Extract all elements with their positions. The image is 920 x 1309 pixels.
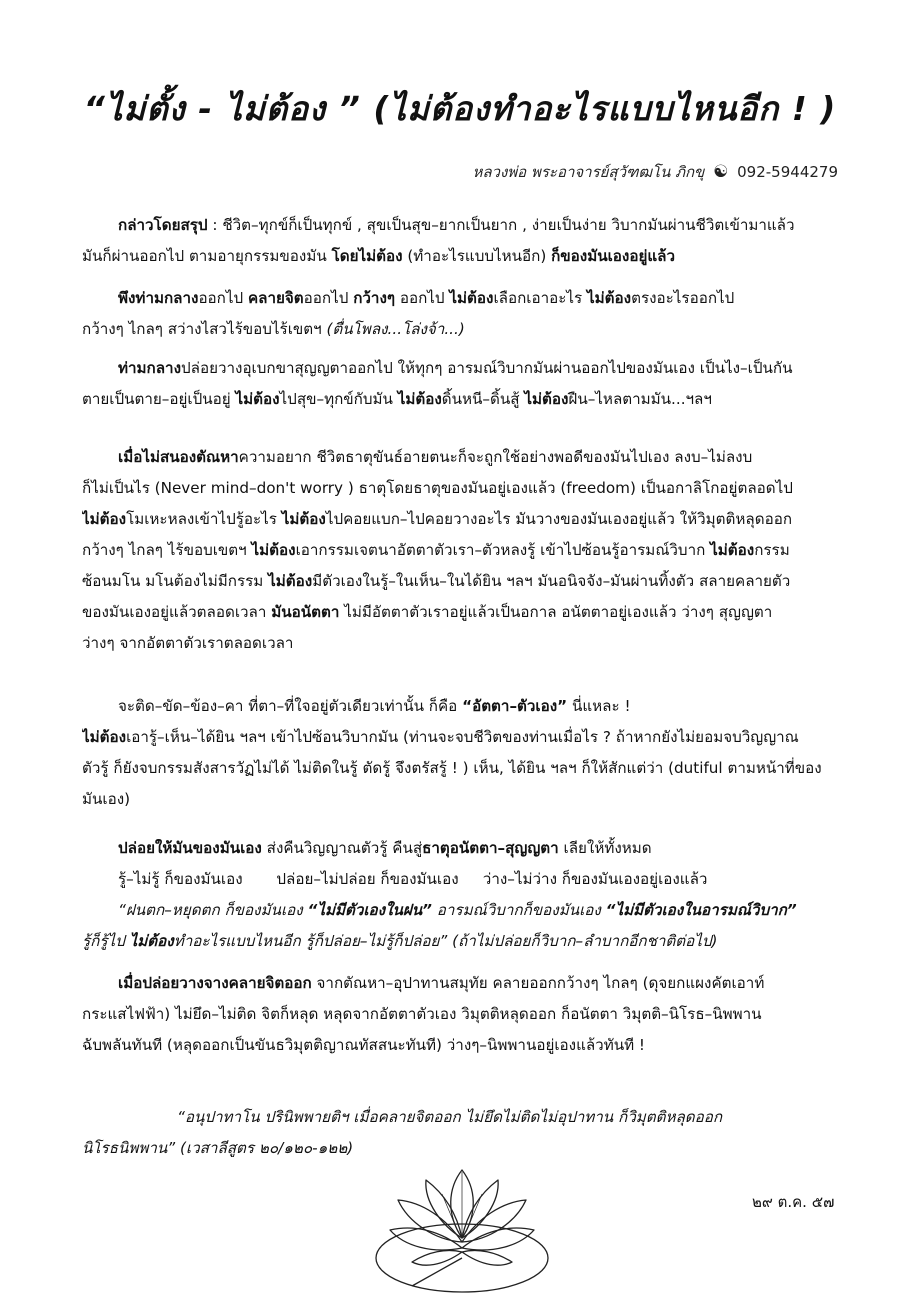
text-line [82,691,842,722]
text-run: ของมันเองอยู่แล้วตลอดเวลา [82,603,272,621]
paragraph-summary [82,210,842,272]
text-run: ว่างๆ จากอัตตาตัวเราตลอดเวลา [82,634,294,652]
text-run: ไปสุข–ทุกข์กับมัน [279,390,398,408]
text-line [82,968,842,999]
lotus-icon [372,1158,552,1298]
text-line [82,1030,842,1061]
text-run: กว้างๆ ไกลๆ ไร้ขอบเขตฯ [82,541,252,559]
emphasis: ท่ามกลาง [118,359,181,377]
emphasis: ไม่ต้อง [710,541,755,559]
petal-left-mid [398,1200,462,1242]
text-line [82,210,842,241]
text-run: นี่แหละ ! [567,697,631,715]
bold-italic-text: ไม่ต้อง [129,932,174,950]
emphasis: ไม่ต้อง [82,510,127,528]
text-line [82,926,842,957]
text-run: ปล่อยวางอุเบกขาสุญญตาออกไป ให้ทุกๆ อารมณ์วิบากมันผ่านออกไปของมันเอง เป็นไง–เป็นกัน [181,359,793,377]
text-run: (ทำอะไรแบบไหนอีก) [402,247,552,265]
petal-right-mid [462,1200,526,1242]
paragraph-release [82,968,842,1061]
text-run: ส่งคืนวิญญาณตัวรู้ คืนสู่ [261,839,423,857]
text-line [82,597,842,628]
bold-italic-text: “ไม่มีตัวเองในอารมณ์วิบาก” [605,901,797,919]
document-date: ๒๙ ต.ค. ๕๗ [752,1193,835,1211]
text-run: มีตัวเองในรู้–ในเห็น–ในได้ยิน ฯลฯ มันอนิจจัง–มันผ่านทิ้งตัว สลายคลายตัว [312,572,791,590]
text-run: ไม่มีอัตตาตัวเราอยู่แล้วเป็นอกาล อนัตตาอยู่เองแล้ว ว่างๆ สุญญตา [339,603,773,621]
text-run: จะติด–ขัด–ข้อง–คา ที่ตา–ที่ใจอยู่ตัวเดียวเท่านั้น ก็คือ [118,697,463,715]
author-name: หลวงพ่อ พระอาจารย์สุวัฑฒโน ภิกขุ [472,163,705,181]
paragraph-middle-way [82,283,842,345]
text-run: เลือกเอาอะไร [493,289,588,307]
text-run: ฝืน–ไหลตามมัน...ฯลฯ [568,390,712,408]
emphasis: กล่าวโดยสรุป [118,216,208,234]
text-run: ซ้อนมโน มโนต้องไม่มีกรรม [82,572,269,590]
author-phone: 092-5944279 [737,163,838,181]
text-run: ความอยาก ชีวิตธาตุขันธ์อายตนะก็จะถูกใช้อย่างพอดีของมันไปเอง ลงบ–ไม่ลงบ [238,448,753,466]
emphasis: ไม่ต้อง [82,728,127,746]
italic-text: “ฝนตก–หยุดตก ก็ของมันเอง [118,901,308,919]
lily-pad-notch [412,1258,462,1286]
emphasis: ไม่ต้อง [235,390,280,408]
text-line [82,473,842,504]
text-run: กระแสไฟฟ้า) ไม่ยึด–ไม่ติด จิตก็หลุด หลุดจากอัตตาตัวเอง วิมุตติหลุดออก ก็อนัตตา วิมุตติ–นิโรธ–นิพพาน [82,1005,762,1023]
text-run: เลียให้ทั้งหมด [558,839,652,857]
emphasis: ไม่ต้อง [397,390,442,408]
document-title: “ไม่ตั้ง - ไม่ต้อง ” (ไม่ต้องทำอะไรแบบไหนอีก ! ) [83,89,837,128]
emphasis: ไม่ต้อง [281,510,326,528]
text-run: จากตัณหา–อุปาทานสมุทัย คลายออกกว้างๆ ไกลๆ (ดุจยกแผงคัตเอาท์ [311,974,765,992]
italic-text: (ตื่นโพลง...โล่งจ้า...) [326,320,465,338]
text-line [82,353,842,384]
text-line [82,784,842,815]
emphasis: กว้างๆ [353,289,396,307]
text-line [82,1102,842,1133]
text-run: ออกไป [198,289,248,307]
text-run: : ชีวิต–ทุกข์ก็เป็นทุกข์ , สุขเป็นสุข–ยากเป็นยาก , ง่ายเป็นง่าย วิบากมันผ่านชีวิตเข้ามาแล้ว [207,216,795,234]
italic-text: ทำอะไรแบบไหนอีก รู้ก็ปล่อย–ไม่รู้ก็ปล่อย” (ถ้าไม่ปล่อยก็วิบาก–ลำบากอีกชาติต่อไป) [173,932,718,950]
text-run: ก็ไม่เป็นไร (Never mind–don't worry ) ธาตุโดยธาตุของมันอยู่เองแล้ว (freedom) เป็นอกาลิโกอยู่ตลอดไป [82,479,793,497]
paragraph-let-go [82,833,842,957]
text-line [82,535,842,566]
text-run: มันเอง) [82,790,131,808]
italic-text: “อนุปาทาโน ปรินิพพายติฯ เมื่อคลายจิตออก ไม่ยึดไม่ติดไม่อุปาทาน ก็วิมุตติหลุดออก [177,1108,723,1126]
emphasis: ไม่ต้อง [449,289,494,307]
emphasis: ก็ของมันเองอยู่แล้ว [551,247,675,265]
emphasis: โดยไม่ต้อง [331,247,403,265]
text-run: ดิ้นหนี–ดิ้นสู้ [441,390,525,408]
emphasis: คลายจิต [247,289,304,307]
text-run: ตายเป็นตาย–อยู่เป็นอยู่ [82,390,236,408]
petal-right-bottom [462,1250,512,1265]
emphasis: มันอนัตตา [271,603,340,621]
italic-text: รู้ก็รู้ไป [82,932,130,950]
emphasis: ไม่ต้อง [251,541,296,559]
text-line [82,753,842,784]
petal-left-outer [390,1228,462,1250]
text-run: เอารู้–เห็น–ได้ยิน ฯลฯ เข้าไปซ้อนวิบากมัน (ท่านจะจบชีวิตของท่านเมื่อไร ? ถ้าหากยังไม่ยอมจบวิญญาณ [126,728,799,746]
emphasis: ปล่อยให้มันของมันเอง [118,839,262,857]
emphasis: ธาตุอนัตตา–สุญญตา [422,839,559,857]
emphasis: “อัตตา–ตัวเอง” [462,697,568,715]
text-run: รู้–ไม่รู้ ก็ของมันเอง ปล่อย–ไม่ปล่อย ก็ของมันเอง ว่าง–ไม่ว่าง ก็ของมันเองอยู่เองแล้ว [118,870,708,888]
sutta-quote [82,1102,842,1164]
petal-right-outer [462,1228,534,1250]
paragraph-equanimity [82,353,842,415]
text-run: ตัวรู้ ก็ยังจบกรรมสังสารวัฏไม่ได้ ไม่ติดในรู้ ตัดรู้ จึงตรัสรู้ ! ) เห็น, ได้ยิน ฯลฯ ก็ให้สักแต่ว่า (dutiful ตามหน้าที่ของ [82,759,822,777]
text-line [82,566,842,597]
text-line [82,504,842,535]
paragraph-self [82,691,842,815]
text-line [82,895,842,926]
text-run: กว้างๆ ไกลๆ สว่างไสวไร้ขอบไร้เขตฯ [82,320,327,338]
text-line [82,283,842,314]
italic-text: อารมณ์วิบากก็ของมันเอง [431,901,606,919]
dharma-wheel-icon: ☯ [713,162,729,182]
emphasis: เมื่อปล่อยวางจางคลายจิตออก [118,974,312,992]
author-line [472,160,838,184]
petal-left-bottom [412,1250,462,1265]
bold-italic-text: “ไม่มีตัวเองในฝน” [307,901,432,919]
text-line [82,999,842,1030]
emphasis: เมื่อไม่สนองตัณหา [118,448,239,466]
emphasis: ไม่ต้อง [587,289,632,307]
emphasis: ไม่ต้อง [524,390,569,408]
text-run: เอากรรมเจตนาอัตตาตัวเรา–ตัวหลงรู้ เข้าไปซ้อนรู้อารมณ์วิบาก [295,541,711,559]
text-line [82,384,842,415]
italic-text: นิโรธนิพพาน” (เวสาลีสูตร ๒๐/๑๒๐-๑๒๒) [82,1139,354,1157]
text-line [82,864,842,895]
text-run: มันก็ผ่านออกไป ตามอายุกรรมของมัน [82,247,332,265]
text-line [82,314,842,345]
text-run: ฉับพลันทันที (หลุดออกเป็นขันธวิมุตติญาณทัสสนะทันที) ว่างๆ–นิพพานอยู่เองแล้วทันที ! [82,1036,646,1054]
text-run: กรรม [754,541,790,559]
text-line [82,241,842,272]
text-line [82,833,842,864]
emphasis: พึงท่ามกลาง [118,289,199,307]
text-line [82,442,842,473]
text-run: ออกไป [303,289,354,307]
text-line [82,628,842,659]
text-run: ออกไป [395,289,450,307]
emphasis: ไม่ต้อง [268,572,313,590]
text-run: ตรงอะไรออกไป [631,289,735,307]
paragraph-no-craving [82,442,842,659]
text-line [82,722,842,753]
text-run: โมเหะหลงเข้าไปรู้อะไร [126,510,282,528]
text-run: ไปคอยแบก–ไปคอยวางอะไร มันวางของมันเองอยู่แล้ว ให้วิมุตติหลุดออก [325,510,793,528]
